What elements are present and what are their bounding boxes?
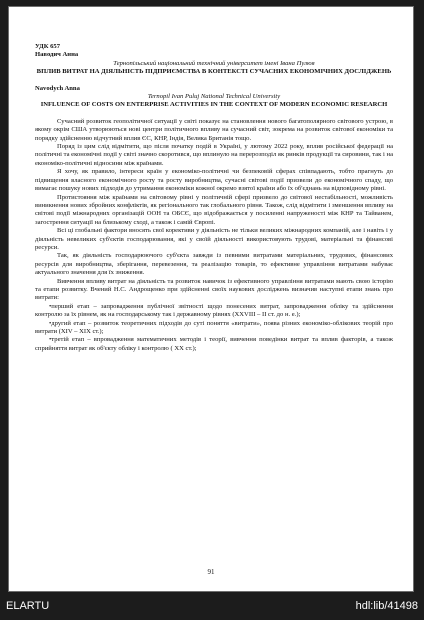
list-item: •другий етап – розвиток теоретичних підходів до суті поняття «витрати», поява різних економіко-облікових теорій про витрати (XIV – XIX ст.); — [35, 319, 393, 335]
list-item: •третій етап – впровадження математичних методів і теорії, вивчення поведінки витрат та вплив факторів, а також сприйняття витрат як об'єкту обліку і контролю ( XX ст.); — [35, 336, 393, 352]
handle-id: hdl:lib/41498 — [355, 600, 418, 612]
paragraph: Поряд із цим слід відмітити, що після початку подій в Україні, у лютому 2022 року, вплив російської федерації на політичні та економічні події у світі значно скоротився, що вплинуло на перерозподіл як ринків продукції та сировини, так і на економіко-політичні відносини між країнами. — [35, 143, 393, 167]
udk-code: УДК 657 — [35, 43, 61, 50]
paragraph: Вивчення впливу витрат на діяльність та розвиток навичок із ефективного управління витратами мають свою історію та етапи розвитку. Вчений Н.С. Андрощенко при здійсненні своїх наукових досліджень визначив наступні етапи знань про витрати: — [35, 277, 393, 302]
paragraph: Так, як діяльність господарюючого суб'єкта завжди із певними витратами матеріальних, трудових, фінансових ресурсів для виробництва, зберігання, перевезення, та реалізацію товарів, то ефективне управління витратами набуває актуального значення для їх зниження. — [35, 252, 393, 277]
page-number: 91 — [207, 568, 215, 576]
paragraph: Сучасний розвиток геополітичної ситуації у світі показує на становлення нового багатополярного світового устрою, в якому окрім США утворюються нові центри політичного впливу на сучасний світ, зокрема на розвиток світової економіки та порядку здійсненню відчутний вплив ЄС, КНР, Індія, Велика Британія тощо. — [35, 117, 393, 142]
paragraph: Всі ці глобальні фактори вносять свої корективи у діяльність не тільки великих міжнародних компаній, але і навіть і у діяльність невеликих суб'єктів господарювання, які у своїй діяльності використовують трудові, матеріальні та фінансові ресурси. — [35, 227, 393, 251]
affiliation-en: Ternopil Ivan Puluj National Technical University — [147, 93, 281, 101]
list-item: •перший етап – запровадження публічної звітності щодо понесених витрат, запровадження обліку та здійснення контролю за їх рівнем, як на господарському так і державному рівнях (XXVIII – ІІ ст. до н. е.); — [35, 302, 393, 319]
footer-bar — [0, 592, 424, 620]
paragraph: Протистояння між країнами на світовому рівні у політичній сфері призвело до світової нестабільності, можливість виникнення нових збройних конфліктів, як регіонального так глобального рівня. Також, слід відмітити і зменшення впливу на світові події міжнародних організацій ООН та ОБСЄ, що відображається у посиленні напруженості між КНР та Тайванем, загострення ситуації на близькому сході, а також і самій Європі. — [35, 193, 393, 226]
author-name-ua: Наводич Анна — [35, 51, 79, 59]
repository-name: ELARTU — [6, 600, 50, 612]
document-page — [8, 6, 414, 592]
title-en: INFLUENCE OF COSTS ON ENTERPRISE ACTIVITIES IN THE CONTEXT OF MODERN ECONOMIC RESEARCH — [40, 101, 388, 109]
affiliation-ua: Тернопільський національний технічний університет імені Івана Пулюя — [113, 59, 315, 67]
author-name-en: Navodych Anna — [35, 84, 80, 92]
page-content — [35, 43, 393, 353]
paragraph: Я хочу, як правило, інтереси країн у економіко-політичні чи безпековій сферах співпадають, тобто прагнуть до підвищення власного економічного росту та росту виробництва, сучасні світові події призвели до економічного спаду, що вимагає пошуку нових підходів до утримання економіки кожної окремо взятої країни або їх об'єднань на відповідному рівні. — [35, 168, 393, 193]
title-ua: ВПЛИВ ВИТРАТ НА ДІЯЛЬНІСТЬ ПІДПРИЄМСТВА В КОНТЕКСТІ СУЧАСНИХ ЕКОНОМІЧНИХ ДОСЛІДЖЕНЬ — [36, 68, 392, 76]
